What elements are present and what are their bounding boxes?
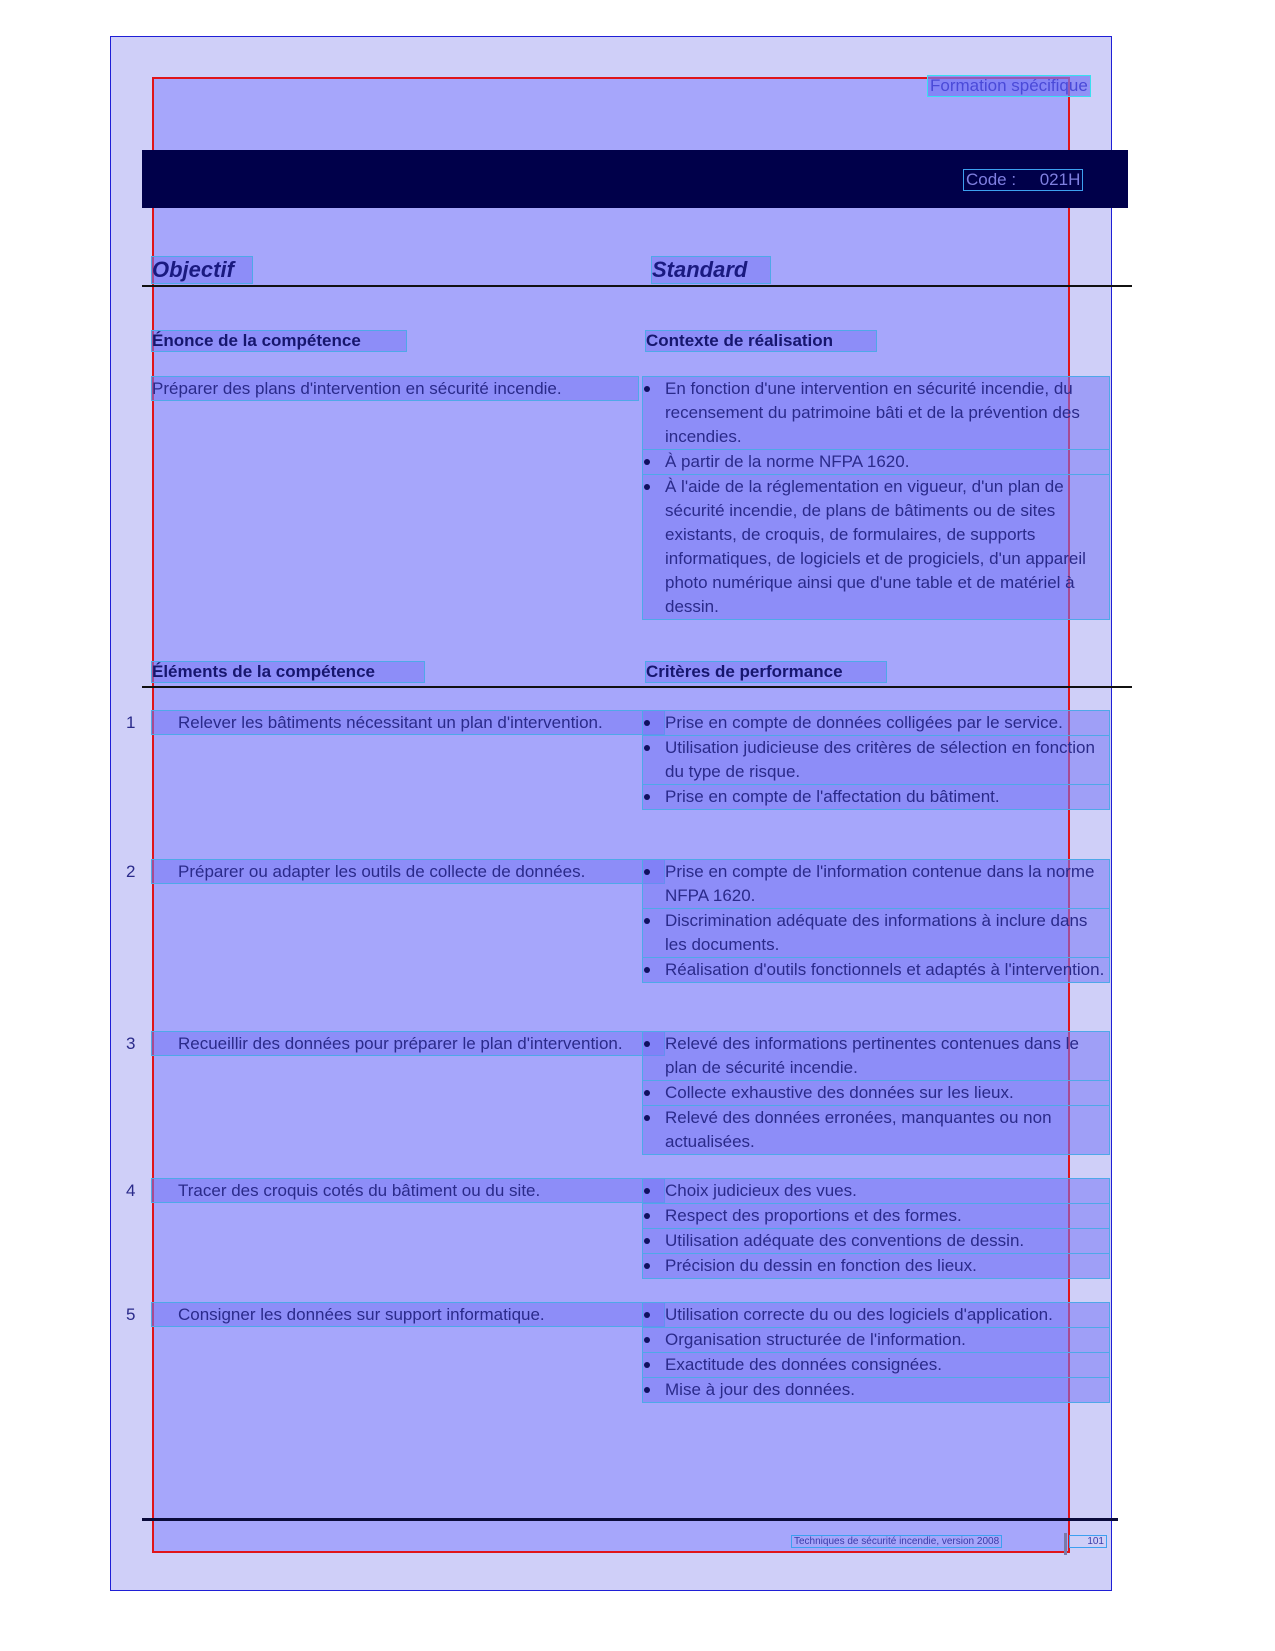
element-item (126, 860, 664, 883)
criterion: Relevé des informations pertinentes contenues dans le plan de sécurité incendie. (643, 1032, 1109, 1080)
element-text: Préparer ou adapter les outils de collecte de données. (178, 862, 586, 881)
enonce-heading: Énonce de la compétence (152, 331, 406, 351)
contexte-list (643, 377, 1109, 620)
criterion: Précision du dessin en fonction des lieux. (643, 1254, 1109, 1278)
code-label: Code : 021H (966, 170, 1081, 189)
formation-label: Formation spécifique (930, 76, 1088, 95)
element-number: 1 (126, 713, 136, 732)
criterion: Utilisation correcte du ou des logiciels d'application. (643, 1303, 1109, 1327)
elements-heading: Éléments de la compétence (152, 662, 424, 682)
criterion: Exactitude des données consignées. (643, 1353, 1109, 1377)
criterion: Choix judicieux des vues. (643, 1179, 1109, 1203)
element-number: 2 (126, 862, 136, 881)
criteria-list (643, 1303, 1109, 1403)
page-number: 101 (1070, 1536, 1106, 1547)
criterion: Réalisation d'outils fonctionnels et adaptés à l'intervention. (643, 958, 1109, 982)
element-number: 5 (126, 1305, 136, 1324)
element-item (126, 1303, 664, 1326)
element-text: Tracer des croquis cotés du bâtiment ou du site. (178, 1181, 541, 1200)
criterion: Mise à jour des données. (643, 1378, 1109, 1402)
contexte-item: À l'aide de la réglementation en vigueur, d'un plan de sécurité incendie, de plans de bâtiments ou de sites existants, de croquis, de formulaires, de supports informatiques, de logiciels et de progiciels, d'un appareil photo numérique ainsi que d'une table et de matériel à dessin. (643, 475, 1109, 619)
criterion: Relevé des données erronées, manquantes ou non actualisées. (643, 1106, 1109, 1154)
contexte-heading: Contexte de réalisation (646, 331, 876, 351)
criterion: Organisation structurée de l'information. (643, 1328, 1109, 1352)
contexte-item: À partir de la norme NFPA 1620. (643, 450, 1109, 474)
criterion: Prise en compte de l'affectation du bâtiment. (643, 785, 1109, 809)
criterion: Prise en compte de données colligées par le service. (643, 711, 1109, 735)
section-rule (142, 285, 1132, 287)
criterion: Utilisation adéquate des conventions de dessin. (643, 1229, 1109, 1253)
element-item (126, 1179, 664, 1202)
criterion: Respect des proportions et des formes. (643, 1204, 1109, 1228)
criteria-list (643, 860, 1109, 983)
footer-rule (142, 1518, 1118, 1521)
enonce-text: Préparer des plans d'intervention en sécurité incendie. (152, 377, 638, 400)
criteria-list (643, 1179, 1109, 1279)
criterion: Prise en compte de l'information contenue dans la norme NFPA 1620. (643, 860, 1109, 908)
element-item (126, 711, 664, 734)
criterion: Discrimination adéquate des informations à inclure dans les documents. (643, 909, 1109, 957)
standard-title: Standard (652, 257, 770, 283)
criteria-list (643, 711, 1109, 810)
element-text: Consigner les données sur support informatique. (178, 1305, 545, 1324)
footer-text: Techniques de sécurité incendie, version 2008 (794, 1536, 1000, 1547)
element-number: 3 (126, 1034, 136, 1053)
criteria-heading: Critères de performance (646, 662, 886, 682)
criterion: Collecte exhaustive des données sur les lieux. (643, 1081, 1109, 1105)
element-text: Relever les bâtiments nécessitant un plan d'intervention. (178, 713, 603, 732)
elements-rule (142, 686, 1132, 688)
page-marker (1064, 1533, 1067, 1555)
contexte-item: En fonction d'une intervention en sécurité incendie, du recensement du patrimoine bâti et de la prévention des incendies. (643, 377, 1109, 449)
element-item (126, 1032, 664, 1055)
element-number: 4 (126, 1181, 136, 1200)
criteria-list (643, 1032, 1109, 1155)
criterion: Utilisation judicieuse des critères de sélection en fonction du type de risque. (643, 736, 1109, 784)
element-text: Recueillir des données pour préparer le plan d'intervention. (178, 1034, 623, 1053)
objectif-title: Objectif (152, 257, 252, 283)
